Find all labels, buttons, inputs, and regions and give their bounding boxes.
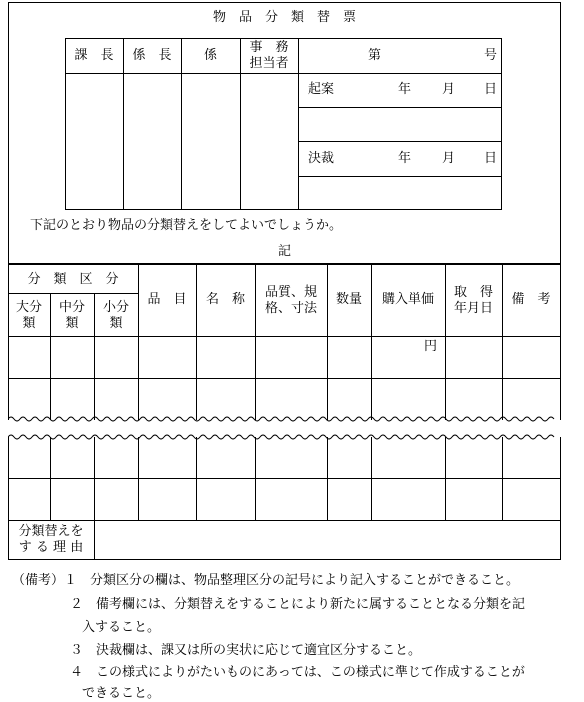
note-3: ３ 決裁欄は、課又は所の実状に応じて適宜区分すること。 [70, 643, 422, 658]
kakari-label: 係 [203, 48, 217, 63]
note-4a: ４ この様式によりがたいものにあっては、この様式に準じて作成することが [70, 665, 525, 680]
kian-label: 起案 [308, 82, 335, 97]
kessai-month: 月 [442, 151, 456, 166]
kian-year: 年 [398, 82, 412, 97]
kian-day: 日 [484, 82, 498, 97]
meisho-header: 名 称 [205, 292, 245, 307]
sho-header-1: 小分 [102, 300, 129, 315]
note-2a: ２ 備考欄には、分類替えをすることにより新たに属することとなる分類を記 [70, 597, 526, 612]
jimu-label-2: 担当者 [249, 56, 289, 71]
dai-header-1: 大分 [15, 300, 42, 315]
riyu-label-1: 分類替えを [18, 524, 84, 539]
shutoku-header-2: 年月日 [453, 301, 493, 316]
form-title: 物 品 分 類 替 票 [212, 10, 356, 25]
jimu-label-1: 事 務 [249, 40, 289, 55]
bunrui-header: 分 類 区 分 [27, 272, 119, 287]
number-suffix: 号 [484, 48, 498, 63]
kessai-day: 日 [484, 151, 498, 166]
note-2b: 入すること。 [82, 620, 161, 635]
kian-month: 月 [442, 82, 456, 97]
number-label: 第 [368, 48, 382, 63]
biko-header: 備 考 [511, 292, 551, 307]
wavy-break-line-top [8, 414, 562, 424]
suryo-header: 数量 [335, 292, 362, 307]
note-1: （備考）１ 分類区分の欄は、物品整理区分の記号により記入することができること。 [12, 573, 520, 588]
intro-text: 下記のとおり物品の分類替えをしてよいでしょうか。 [30, 218, 343, 233]
chu-header-2: 類 [65, 316, 79, 331]
wavy-break-line-bottom [8, 432, 562, 442]
kakaricho-label: 係 長 [132, 48, 172, 63]
kounyu-header: 購入単価 [381, 292, 434, 307]
kessai-label: 決裁 [308, 151, 335, 166]
dai-header-2: 類 [22, 316, 36, 331]
sho-header-2: 類 [109, 316, 123, 331]
yen-unit: 円 [424, 339, 438, 354]
ki-label: 記 [277, 244, 291, 259]
chu-header-1: 中分 [58, 300, 85, 315]
kacho-label: 課 長 [74, 48, 114, 63]
hinshitsu-header-1: 品質、規 [264, 285, 317, 300]
note-4b: できること。 [82, 686, 161, 701]
hinmoku-header: 品 目 [147, 292, 187, 307]
shutoku-header-1: 取 得 [453, 285, 493, 300]
kessai-year: 年 [398, 151, 412, 166]
riyu-label-2: す る 理 由 [18, 540, 84, 555]
hinshitsu-header-2: 格、寸法 [264, 301, 317, 316]
